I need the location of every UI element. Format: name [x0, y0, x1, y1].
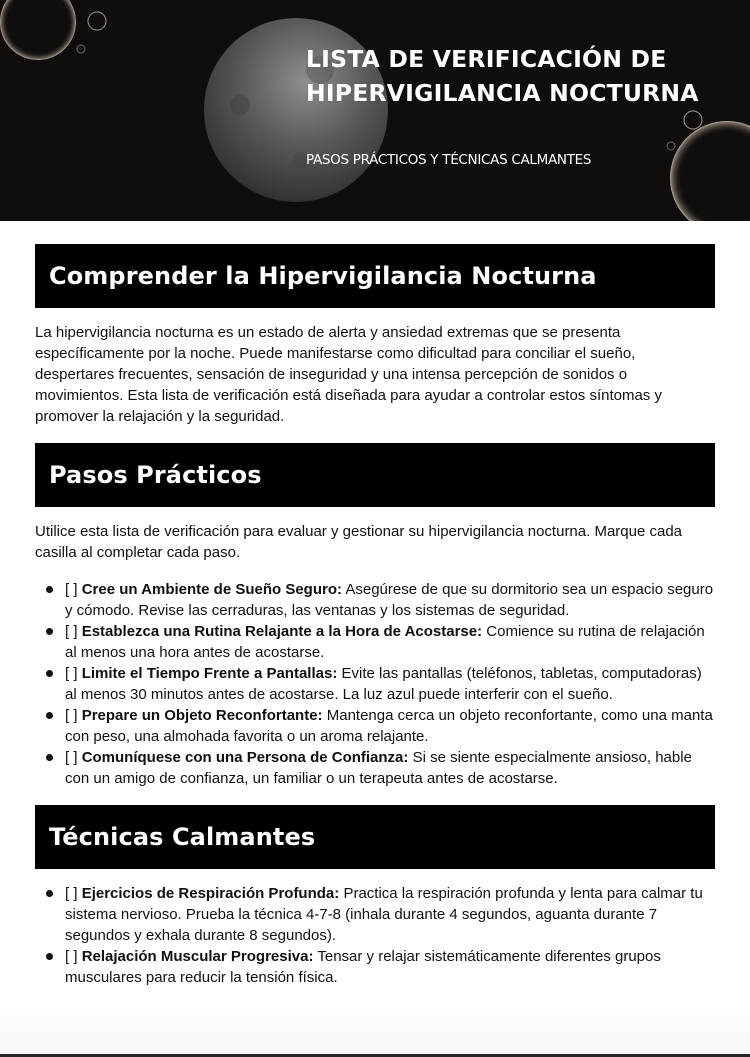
bubble [0, 0, 76, 60]
checkbox[interactable]: [ ] [65, 581, 78, 598]
page-footer-fade [0, 1005, 750, 1057]
checkbox[interactable]: [ ] [65, 707, 78, 724]
section-heading-understanding [35, 244, 715, 308]
section-title: Técnicas Calmantes [49, 823, 316, 851]
bullet-icon [46, 586, 53, 593]
page-title: LISTA DE VERIFICACIÓN DE HIPERVIGILANCIA NOCTURNA [306, 45, 699, 107]
item-text: Tensar y relajar sistemáticamente diferentes grupos musculares para reducir la tensión física. [65, 948, 661, 986]
section-heading-practical-steps [35, 443, 715, 507]
practical-steps-checklist [35, 579, 715, 789]
section-heading-calming-techniques [35, 805, 715, 869]
item-title: Prepare un Objeto Reconfortante: [81, 707, 323, 724]
item-text: Mantenga cerca un objeto reconfortante, como una manta con peso, una almohada favorita o un aroma relajante. [65, 707, 713, 745]
checklist-item [35, 663, 715, 705]
intro-paragraph: La hipervigilancia nocturna es un estado de alerta y ansiedad extremas que se presenta específicamente por la noche. Puede manifestarse como dificultad para conciliar el sueño, despertares frecuentes, sensación de inseguridad y una intensa percepción de sonidos o movimientos. Esta lista de verificación está diseñada para ayudar a controlar estos síntomas y promover la relajación y la seguridad. [35, 324, 662, 425]
bullet-icon [46, 628, 53, 635]
bubble [77, 45, 85, 53]
item-title: Cree un Ambiente de Sueño Seguro: [81, 581, 342, 598]
bullet-icon [46, 890, 53, 897]
calming-techniques-checklist [35, 883, 715, 988]
checklist-item [35, 946, 715, 988]
item-title: Comuníquese con una Persona de Confianza: [81, 749, 409, 766]
item-title: Establezca una Rutina Relajante a la Hora de Acostarse: [81, 623, 483, 640]
item-text: Asegúrese de que su dormitorio sea un espacio seguro y cómodo. Revise las cerraduras, las ventanas y los sistemas de seguridad. [65, 581, 714, 619]
bullet-icon [46, 754, 53, 761]
checkbox[interactable]: [ ] [65, 623, 78, 640]
item-title: Relajación Muscular Progresiva: [81, 948, 314, 965]
checkbox[interactable]: [ ] [65, 749, 78, 766]
item-title: Ejercicios de Respiración Profunda: [81, 885, 340, 902]
checkbox[interactable]: [ ] [65, 948, 78, 965]
checkbox[interactable]: [ ] [65, 665, 78, 682]
item-text: Si se siente especialmente ansioso, hable con un amigo de confianza, un familiar o un terapeuta antes de acostarse. [65, 749, 692, 787]
bubble [684, 111, 702, 129]
checklist-item [35, 883, 715, 946]
page-subtitle: PASOS PRÁCTICOS Y TÉCNICAS CALMANTES [306, 152, 592, 168]
checklist-item [35, 621, 715, 663]
bullet-icon [46, 953, 53, 960]
checklist-item [35, 579, 715, 621]
header-banner [0, 0, 750, 221]
bubble [88, 12, 106, 30]
bubble [670, 121, 750, 221]
item-text: Comience su rutina de relajación al menos una hora antes de acostarse. [65, 623, 705, 661]
item-title: Limite el Tiempo Frente a Pantallas: [81, 665, 338, 682]
bullet-icon [46, 712, 53, 719]
checklist-item [35, 747, 715, 789]
moon-bubbles-illustration [0, 0, 750, 221]
section-title: Comprender la Hipervigilancia Nocturna [49, 262, 597, 290]
section-title: Pasos Prácticos [49, 461, 262, 489]
steps-intro-paragraph: Utilice esta lista de verificación para evaluar y gestionar su hipervigilancia nocturna. Marque cada casilla al completar cada paso. [35, 523, 683, 561]
bubble [667, 142, 675, 150]
checkbox[interactable]: [ ] [65, 885, 78, 902]
checklist-item [35, 705, 715, 747]
item-text: Evite las pantallas (teléfonos, tabletas, computadoras) al menos 30 minutos antes de acostarse. La luz azul puede interferir con el sueño. [65, 665, 702, 703]
item-text: Practica la respiración profunda y lenta para calmar tu sistema nervioso. Prueba la técnica 4-7-8 (inhala durante 4 segundos, aguanta durante 7 segundos y exhala durante 8 segundos). [65, 885, 703, 944]
bullet-icon [46, 670, 53, 677]
